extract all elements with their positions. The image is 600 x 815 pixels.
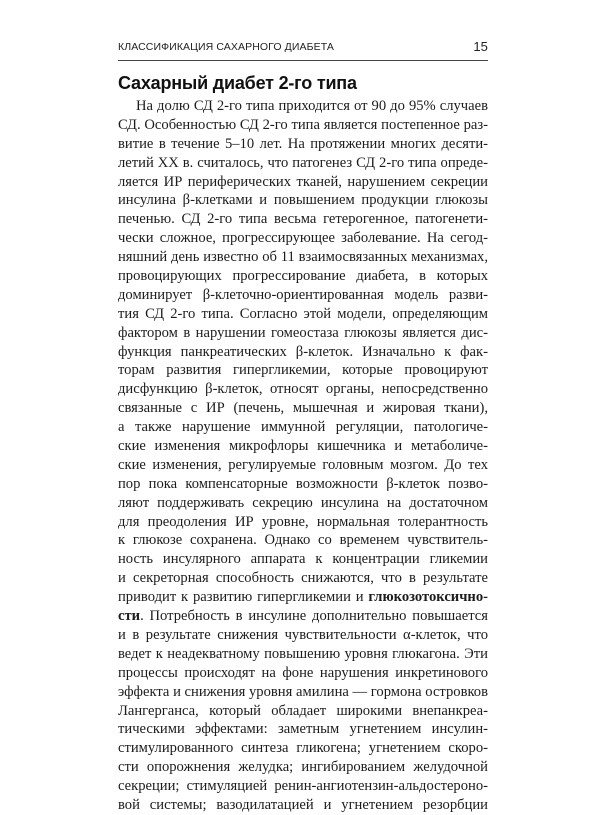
bold-term: сти bbox=[118, 608, 141, 625]
text-line bbox=[118, 437, 488, 456]
text-line-content: функция панкреатических β-клеток. Изначально к фак- bbox=[118, 343, 488, 360]
text-line-content: ведет к неадекватному повышению уровня глюкагона. Эти bbox=[118, 645, 488, 662]
text-line-content: ские изменения микрофлоры кишечника и метаболиче- bbox=[118, 438, 488, 455]
text-line-content: няшний день известно об 11 взаимосвязанных механизмах, bbox=[118, 249, 488, 266]
text-line-content: тическими эффектами: заметным угнетением инсулин- bbox=[118, 721, 488, 738]
text-line-content: секреции; стимуляцией ренин-ангиотензин-альдостероно- bbox=[118, 778, 488, 795]
text-line bbox=[118, 607, 488, 626]
header-rule bbox=[118, 60, 488, 61]
text-line-content: пор пока компенсаторные возможности β-клеток позво- bbox=[118, 475, 488, 492]
text-line-content: дисфункцию β-клеток, относят органы, непосредственно bbox=[118, 381, 488, 398]
text-line bbox=[118, 191, 488, 210]
text-line bbox=[118, 210, 488, 229]
text-line-content: печенью. СД 2-го типа весьма гетерогенное, патогенети- bbox=[118, 211, 488, 228]
text-line bbox=[118, 777, 488, 796]
text-line bbox=[118, 154, 488, 173]
text-line-content: Лангерганса, который обладает широкими внепанкреа- bbox=[118, 702, 488, 719]
text-line bbox=[118, 664, 488, 683]
text-line bbox=[118, 494, 488, 513]
text-line bbox=[118, 739, 488, 758]
text-line-content: ность инсулярного аппарата к концентрации гликемии bbox=[118, 551, 488, 568]
text-line bbox=[118, 229, 488, 248]
text-line bbox=[118, 456, 488, 475]
text-line bbox=[118, 343, 488, 362]
text-line bbox=[118, 588, 488, 607]
text-line bbox=[118, 399, 488, 418]
bold-term: глюкозотоксично- bbox=[368, 589, 488, 606]
text-line bbox=[118, 683, 488, 702]
text-line-content: доминирует β-клеточно-ориентированная модель разви- bbox=[118, 286, 488, 303]
page-number: 15 bbox=[473, 39, 488, 54]
text-line-content: витие в течение 5–10 лет. На протяжении многих десяти- bbox=[118, 135, 488, 152]
text-line bbox=[118, 97, 488, 116]
text-line-content: и секреторная способность снижаются, что в результате bbox=[118, 570, 488, 587]
text-line-content: провоцирующих прогрессирование диабета, в которых bbox=[118, 268, 488, 285]
text-line-content: ские изменения, регулируемые головным мозгом. До тех bbox=[118, 456, 488, 473]
text-line-content: вой системы; вазодилатацией и угнетением резорбции bbox=[118, 796, 488, 813]
text-line-content: процессы происходят на фоне нарушения инкретинового bbox=[118, 664, 488, 681]
text-line-content: СД. Особенностью СД 2-го типа является постепенное раз- bbox=[118, 116, 488, 133]
text-line bbox=[118, 116, 488, 135]
text-line-content: к глюкозе сохранена. Однако со временем чувствитель- bbox=[118, 532, 488, 549]
text-line bbox=[118, 380, 488, 399]
text-line bbox=[118, 418, 488, 437]
text-line bbox=[118, 758, 488, 777]
text-line bbox=[118, 626, 488, 645]
text-line-content: фактором в нарушении гомеостаза глюкозы является дис- bbox=[118, 324, 488, 341]
text-line bbox=[118, 324, 488, 343]
text-line bbox=[118, 135, 488, 154]
text-line bbox=[118, 305, 488, 324]
running-header-section: КЛАССИФИКАЦИЯ САХАРНОГО ДИАБЕТА bbox=[118, 41, 334, 53]
text-line bbox=[118, 569, 488, 588]
text-line-content: . Потребность в инсулине дополнительно повышается bbox=[140, 608, 488, 625]
text-line-content: стимулированного синтеза гликогена; угнетением скоро- bbox=[118, 740, 488, 757]
text-line bbox=[118, 702, 488, 721]
text-line-content: ляют поддерживать секрецию инсулина на достаточном bbox=[118, 494, 488, 511]
text-line-content: инсулина β-клетками и повышением продукции глюкозы bbox=[118, 192, 488, 209]
text-line-content: летий XX в. считалось, что патогенез СД 2-го типа опреде- bbox=[118, 154, 488, 171]
text-line bbox=[118, 645, 488, 664]
running-header bbox=[118, 41, 488, 55]
text-line-content: и в результате снижения чувствительности α-клеток, что bbox=[118, 626, 488, 643]
text-line-content: сти опорожнения желудка; ингибированием желудочной bbox=[118, 759, 488, 776]
text-line bbox=[118, 531, 488, 550]
text-line-content: эффекта и снижения уровня амилина — гормона островков bbox=[118, 683, 488, 700]
text-line bbox=[118, 267, 488, 286]
text-line bbox=[118, 286, 488, 305]
text-line-content: а также нарушение иммунной регуляции, патологиче- bbox=[118, 419, 488, 436]
text-line-content: для преодоления ИР уровне, нормальная толерантность bbox=[118, 513, 488, 530]
text-line bbox=[118, 513, 488, 532]
text-line bbox=[118, 248, 488, 267]
text-line bbox=[118, 173, 488, 192]
text-line-content: тия СД 2-го типа. Согласно этой модели, определяющим bbox=[118, 305, 488, 322]
text-line-content: ляется ИР периферических тканей, нарушением секреции bbox=[118, 173, 488, 190]
text-line-content: торам развития гипергликемии, которые провоцируют bbox=[118, 362, 488, 379]
text-line bbox=[118, 796, 488, 815]
body-text bbox=[118, 97, 488, 815]
text-line bbox=[118, 475, 488, 494]
text-line bbox=[118, 550, 488, 569]
text-line bbox=[118, 361, 488, 380]
text-line-content: На долю СД 2-го типа приходится от 90 до 95% случаев bbox=[136, 98, 488, 114]
text-line-content: чески сложное, прогрессирующее заболевание. На сегод- bbox=[118, 230, 488, 247]
text-line-content: приводит к развитию гипергликемии и bbox=[118, 589, 369, 606]
text-line bbox=[118, 720, 488, 739]
section-title: Сахарный диабет 2-го типа bbox=[118, 73, 357, 93]
text-line-content: связанные с ИР (печень, мышечная и жировая ткани), bbox=[118, 400, 488, 417]
